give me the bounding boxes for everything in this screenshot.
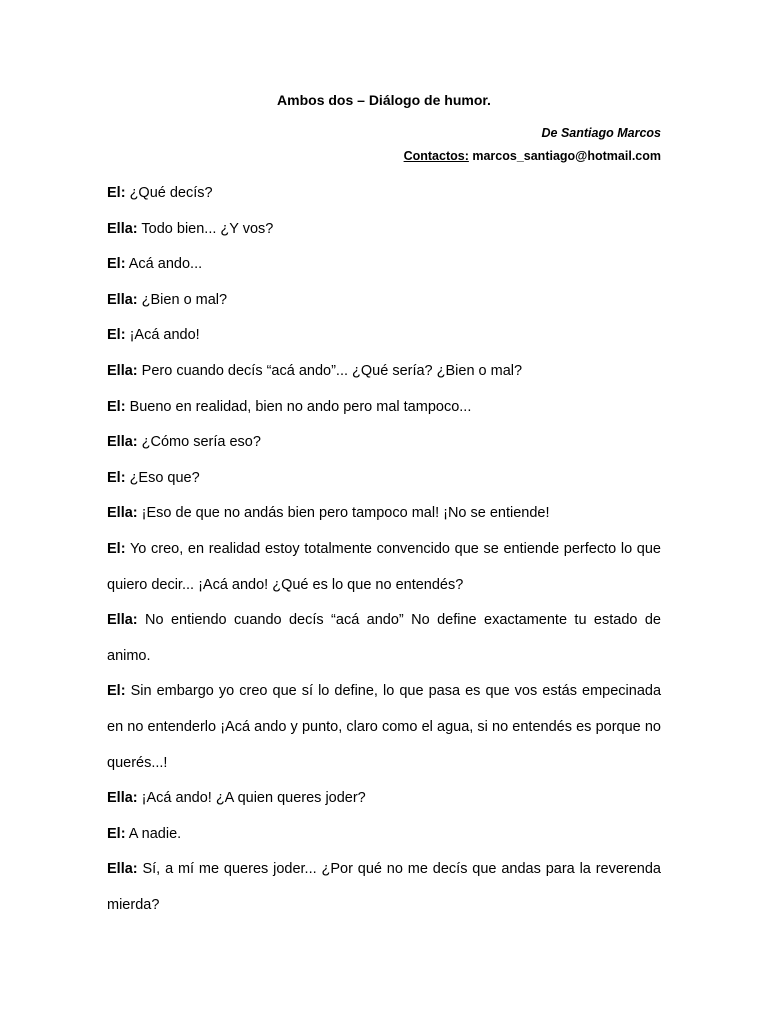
dialogue-line: [107, 318, 661, 354]
dialogue-line: [107, 354, 661, 390]
speaker-name: El:: [107, 540, 126, 557]
speaker-name: El:: [107, 683, 126, 700]
speaker-name: El:: [107, 469, 126, 486]
dialogue-line: [107, 390, 661, 426]
dialogue-text: Acá ando...: [128, 256, 203, 273]
dialogue-line: [107, 674, 661, 781]
dialogue-text: No entiendo cuando decís “acá ando” No define exactamente tu estado de animo.: [107, 612, 661, 664]
speaker-name: El:: [107, 398, 126, 415]
dialogue-text: Sí, a mí me queres joder... ¿Por qué no me decís que andas para la reverenda mierda?: [107, 861, 661, 913]
dialogue-text: ¡Eso de que no andás bien pero tampoco mal! ¡No se entiende!: [141, 505, 550, 522]
dialogue-line: [107, 496, 661, 532]
speaker-name: Ella:: [107, 434, 138, 451]
speaker-name: Ella:: [107, 790, 138, 807]
speaker-name: El:: [107, 185, 126, 201]
dialogue-text: Bueno en realidad, bien no ando pero mal tampoco...: [129, 398, 472, 415]
author-byline: De Santiago Marcos: [541, 126, 661, 140]
dialogue-line: [107, 461, 661, 497]
dialogue-text: ¿Cómo sería eso?: [141, 434, 261, 451]
document-title: Ambos dos – Diálogo de humor.: [277, 92, 491, 108]
dialogue-text: ¿Eso que?: [129, 469, 200, 486]
dialogue-line: [107, 425, 661, 461]
speaker-name: El:: [107, 825, 126, 842]
speaker-name: El:: [107, 327, 126, 344]
contact-email: marcos_santiago@hotmail.com: [472, 149, 661, 163]
contact-label: Contactos:: [403, 149, 469, 163]
dialogue-line: [107, 212, 661, 248]
dialogue-text: A nadie.: [128, 825, 182, 842]
speaker-name: Ella:: [107, 505, 138, 522]
speaker-name: Ella:: [107, 362, 138, 379]
dialogue-line: [107, 603, 661, 674]
speaker-name: Ella:: [107, 220, 138, 237]
dialogue-line: [107, 781, 661, 817]
dialogue-line: [107, 852, 661, 923]
speaker-name: Ella:: [107, 612, 138, 629]
dialogue-line: [107, 247, 661, 283]
speaker-name: Ella:: [107, 291, 138, 308]
dialogue-line: [107, 283, 661, 319]
dialogue-text: ¡Acá ando! ¿A quien queres joder?: [141, 790, 366, 807]
dialogue-text: Yo creo, en realidad estoy totalmente convencido que se entiende perfecto lo que quiero decir... ¡Acá ando! ¿Qué es lo que no entendés?: [107, 540, 661, 593]
dialogue-text: ¡Acá ando!: [129, 327, 200, 344]
dialogue-text: ¿Qué decís?: [129, 185, 213, 201]
speaker-name: Ella:: [107, 861, 138, 878]
dialogue-line: [107, 817, 661, 853]
dialogue-text: Sin embargo yo creo que sí lo define, lo que pasa es que vos estás empecinada en no entenderlo ¡Acá ando y punto, claro como el agua, si no entendés es porque no querés...!: [107, 683, 662, 771]
dialogue-text: ¿Bien o mal?: [141, 291, 228, 308]
dialogue-text: Todo bien... ¿Y vos?: [141, 220, 274, 237]
contact-line: [404, 147, 661, 165]
dialogue-line: [107, 176, 661, 212]
dialogue-line: [107, 532, 661, 603]
speaker-name: El:: [107, 256, 126, 273]
dialogue-text: Pero cuando decís “acá ando”... ¿Qué sería? ¿Bien o mal?: [141, 362, 523, 379]
dialogue-body: [107, 176, 661, 923]
